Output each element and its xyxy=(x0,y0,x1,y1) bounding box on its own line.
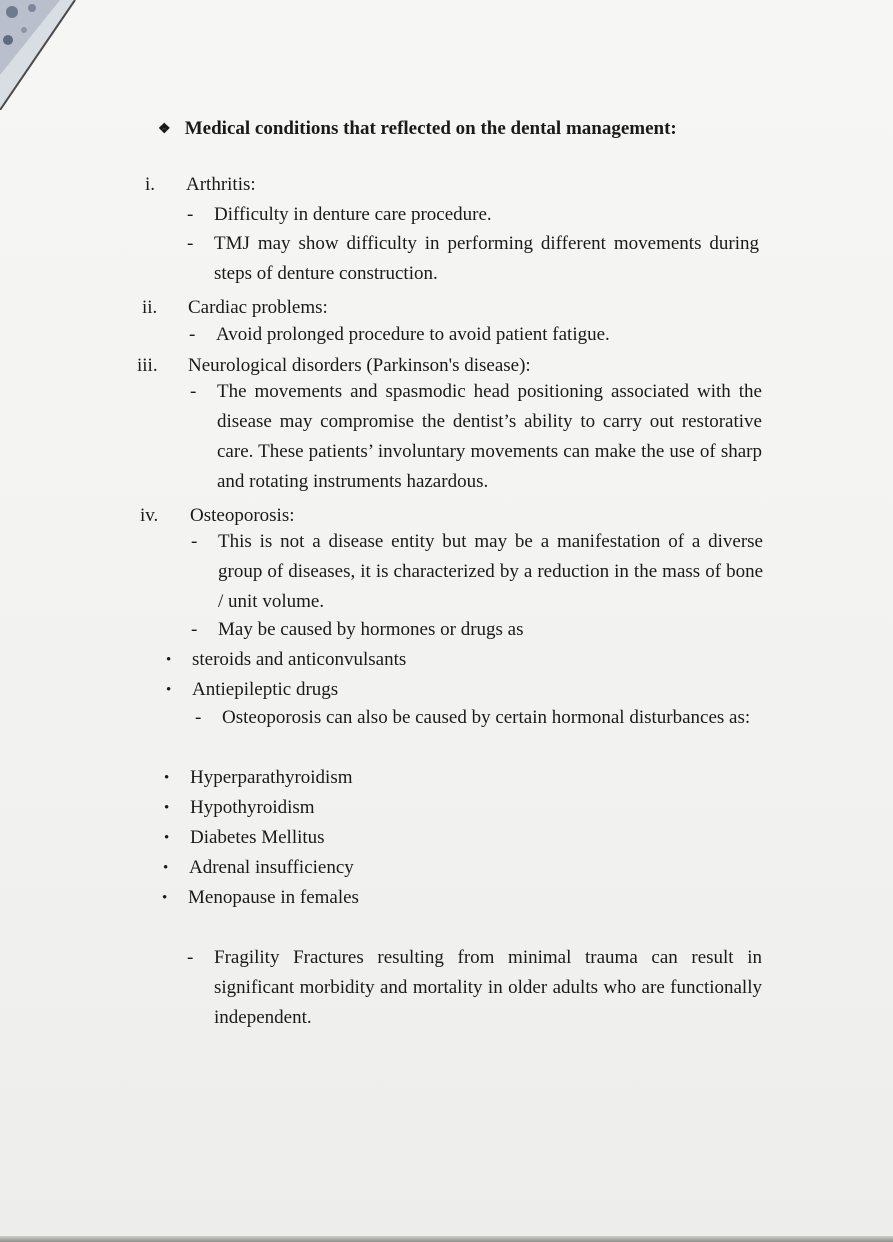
bullet-marker: • xyxy=(164,800,170,816)
hormonal-bullet-item xyxy=(162,883,359,913)
section-numeral-1: i. xyxy=(145,174,156,195)
page-title-text: Medical conditions that reflected on the dental management: xyxy=(184,118,677,139)
list-item-text: This is not a disease entity but may be a manifestation of a diverse group of diseases, it is characterized by a reduction in the mass of bone / unit volume. xyxy=(218,531,763,612)
dash-marker: - xyxy=(187,233,194,254)
list-item xyxy=(187,229,759,289)
bullet-text: Hypothyroidism xyxy=(190,797,315,818)
section-numeral-3: iii. xyxy=(137,355,158,376)
bullet-text: Menopause in females xyxy=(188,887,359,908)
section-numeral-2: ii. xyxy=(142,297,158,318)
section-heading-cardiac: Cardiac problems: xyxy=(188,297,328,318)
page-corner-fold xyxy=(0,0,80,110)
drug-bullet-item xyxy=(166,645,407,675)
list-item xyxy=(191,615,763,645)
section-heading-arthritis: Arthritis: xyxy=(186,174,256,195)
list-item xyxy=(195,703,758,733)
list-item xyxy=(189,320,761,350)
bullet-marker: • xyxy=(166,682,172,698)
bullet-text: Adrenal insufficiency xyxy=(189,857,354,878)
list-item-text: The movements and spasmodic head positioning associated with the disease may compromise the dentist’s ability to carry out restorative care. These patients’ involuntary movements can make the use of sharp and rotating instruments hazardous. xyxy=(217,381,762,492)
bullet-marker: • xyxy=(164,770,170,786)
list-item xyxy=(187,200,759,230)
list-item xyxy=(190,377,762,497)
drug-bullet-item xyxy=(166,675,339,705)
list-item xyxy=(187,943,762,1033)
diamond-bullet-icon: ❖ xyxy=(158,122,171,137)
dash-marker: - xyxy=(190,381,197,402)
hormonal-bullet-item xyxy=(163,853,354,883)
list-item-text: Avoid prolonged procedure to avoid patient fatigue. xyxy=(216,324,610,345)
bullet-marker: • xyxy=(162,890,168,906)
list-item-text: May be caused by hormones or drugs as xyxy=(218,619,524,640)
list-item-text: Fragility Fractures resulting from minimal trauma can result in significant morbidity and mortality in older adults who are functionally independent. xyxy=(214,947,762,1028)
hormonal-bullet-item xyxy=(164,763,353,793)
bullet-marker: • xyxy=(166,652,172,668)
section-heading-neurological: Neurological disorders (Parkinson's disease): xyxy=(188,355,531,376)
dash-marker: - xyxy=(189,324,196,345)
bullet-text: Antiepileptic drugs xyxy=(192,679,339,700)
dash-marker: - xyxy=(195,707,202,728)
list-item-text: TMJ may show difficulty in performing different movements during steps of denture construction. xyxy=(214,233,759,284)
section-heading-osteoporosis: Osteoporosis: xyxy=(190,505,295,526)
dash-marker: - xyxy=(191,619,198,640)
dash-marker: - xyxy=(191,531,198,552)
hormonal-bullet-item xyxy=(164,823,325,853)
list-item xyxy=(191,527,763,617)
bullet-marker: • xyxy=(163,860,169,876)
list-item-text: Difficulty in denture care procedure. xyxy=(214,204,492,225)
bullet-text: Hyperparathyroidism xyxy=(190,767,353,788)
list-item-text: Osteoporosis can also be caused by certain hormonal disturbances as: xyxy=(222,707,751,728)
section-numeral-4: iv. xyxy=(140,505,159,526)
dash-marker: - xyxy=(187,204,194,225)
page-bottom-edge xyxy=(0,1236,893,1242)
bullet-text: Diabetes Mellitus xyxy=(190,827,325,848)
hormonal-bullet-item xyxy=(164,793,315,823)
page-title xyxy=(158,114,778,145)
bullet-marker: • xyxy=(164,830,170,846)
dash-marker: - xyxy=(187,947,194,968)
bullet-text: steroids and anticonvulsants xyxy=(192,649,407,670)
